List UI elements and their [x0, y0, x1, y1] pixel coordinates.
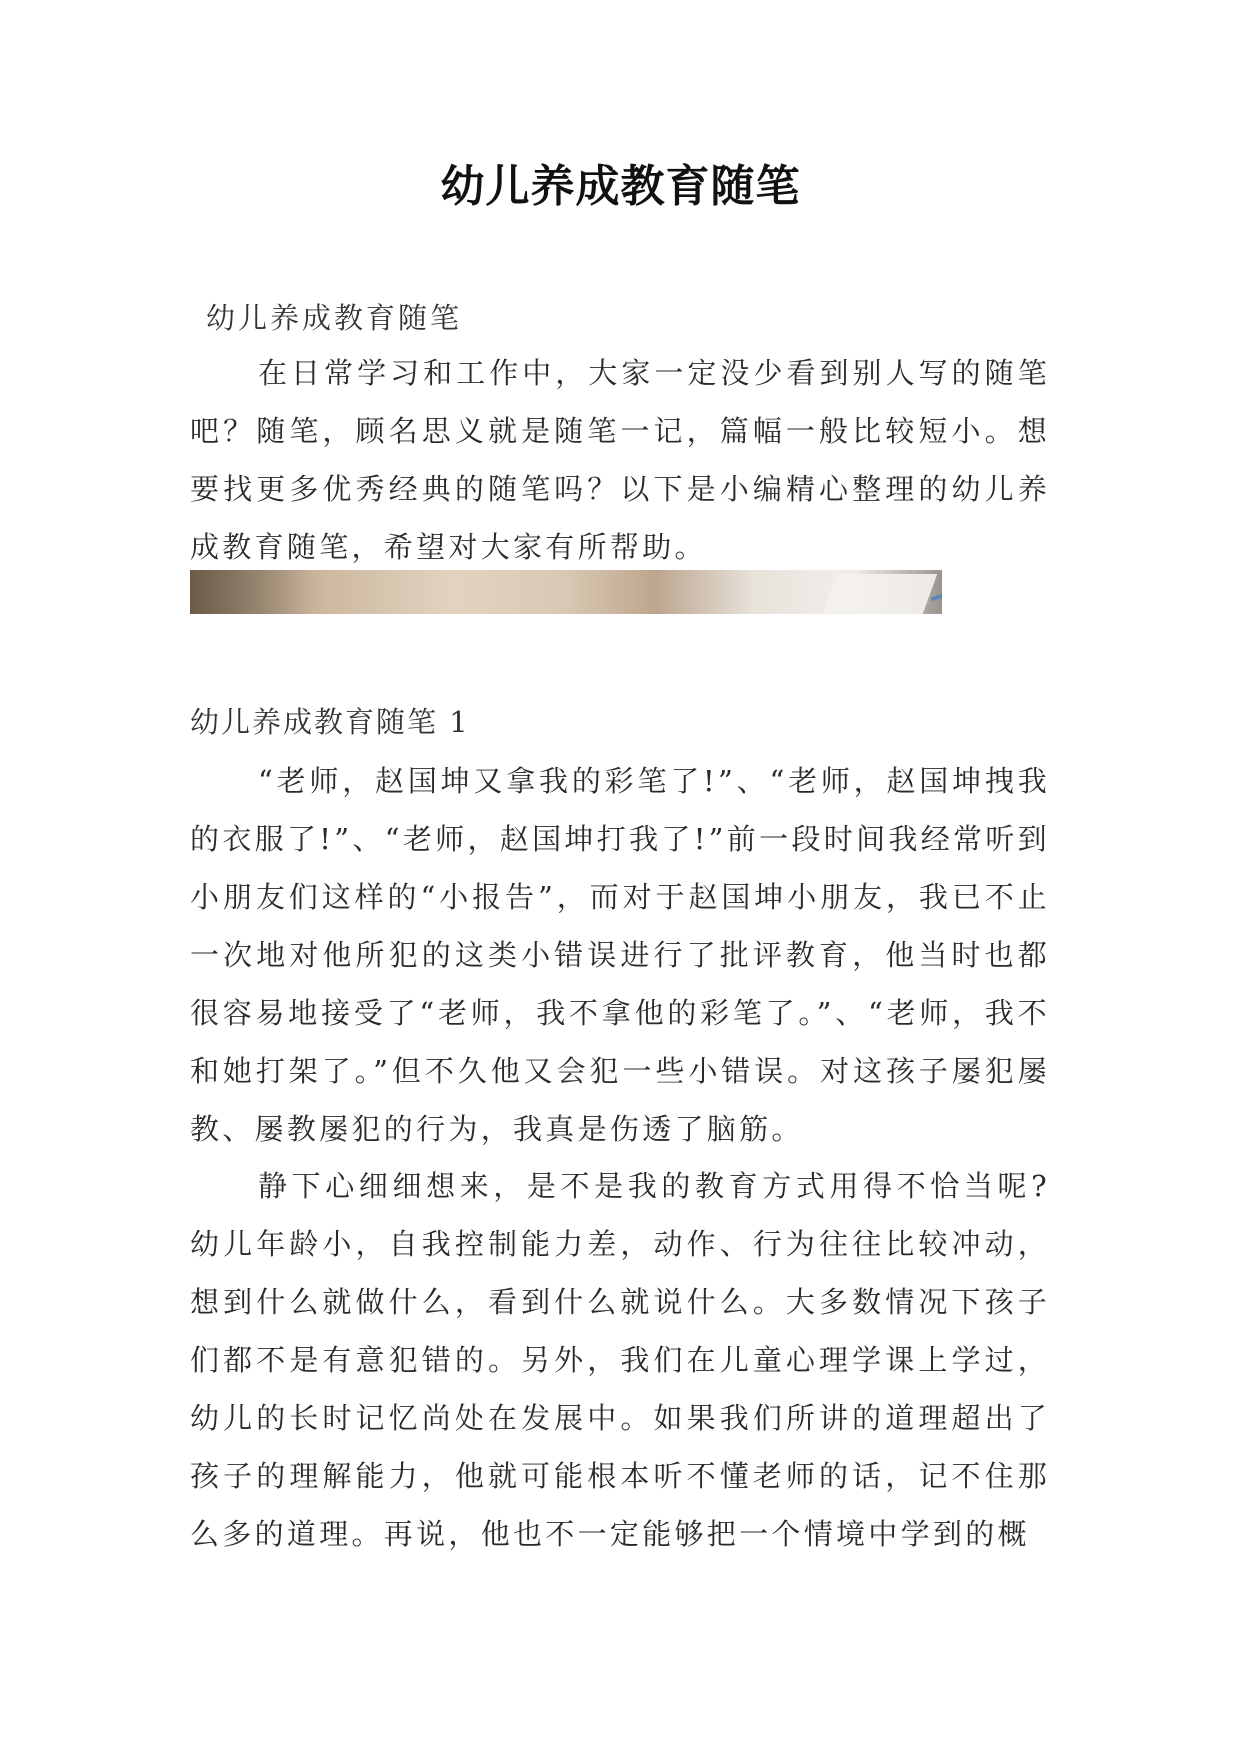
banner-paper — [823, 574, 938, 614]
banner-image — [190, 570, 942, 614]
document-subtitle: 幼儿养成教育随笔 — [206, 301, 463, 335]
body-paragraph-2: 静下心细细想来，是不是我的教育方式用得不恰当呢?幼儿年龄小，自我控制能力差，动作、行为往往比较冲动，想到什么就做什么，看到什么就说什么。大多数情况下孩子们都不是有意犯错的。另外，我们在儿童心理学课上学过，幼儿的长时记忆尚处在发展中。如果我们所讲的道理超出了孩子的理解能力，他就可能根本听不懂老师的话，记不住那么多的道理。再说，他也不一定能够把一个情境中学到的概 — [190, 1169, 1050, 1551]
banner-shadow — [190, 570, 310, 614]
section-heading: 幼儿养成教育随笔 1 — [190, 705, 470, 739]
intro-paragraph: 在日常学习和工作中，大家一定没少看到别人写的随笔吧？随笔，顾名思义就是随笔一记，篇幅一般比较短小。想要找更多优秀经典的随笔吗？以下是小编精心整理的幼儿养成教育随笔，希望对大家有所帮助。 — [190, 356, 1050, 564]
document-title: 幼儿养成教育随笔 — [440, 161, 801, 212]
body-paragraph-1: “老师，赵国坤又拿我的彩笔了!”、“老师，赵国坤拽我的衣服了!”、“老师，赵国坤打我了!”前一段时间我经常听到小朋友们这样的“小报告”，而对于赵国坤小朋友，我已不止一次地对他所犯的这类小错误进行了批评教育，他当时也都很容易地接受了“老师，我不拿他的彩笔了。”、“老师，我不和她打架了。”但不久他又会犯一些小错误。对这孩子屡犯屡教、屡教屡犯的行为，我真是伤透了脑筋。 — [190, 764, 1050, 1146]
